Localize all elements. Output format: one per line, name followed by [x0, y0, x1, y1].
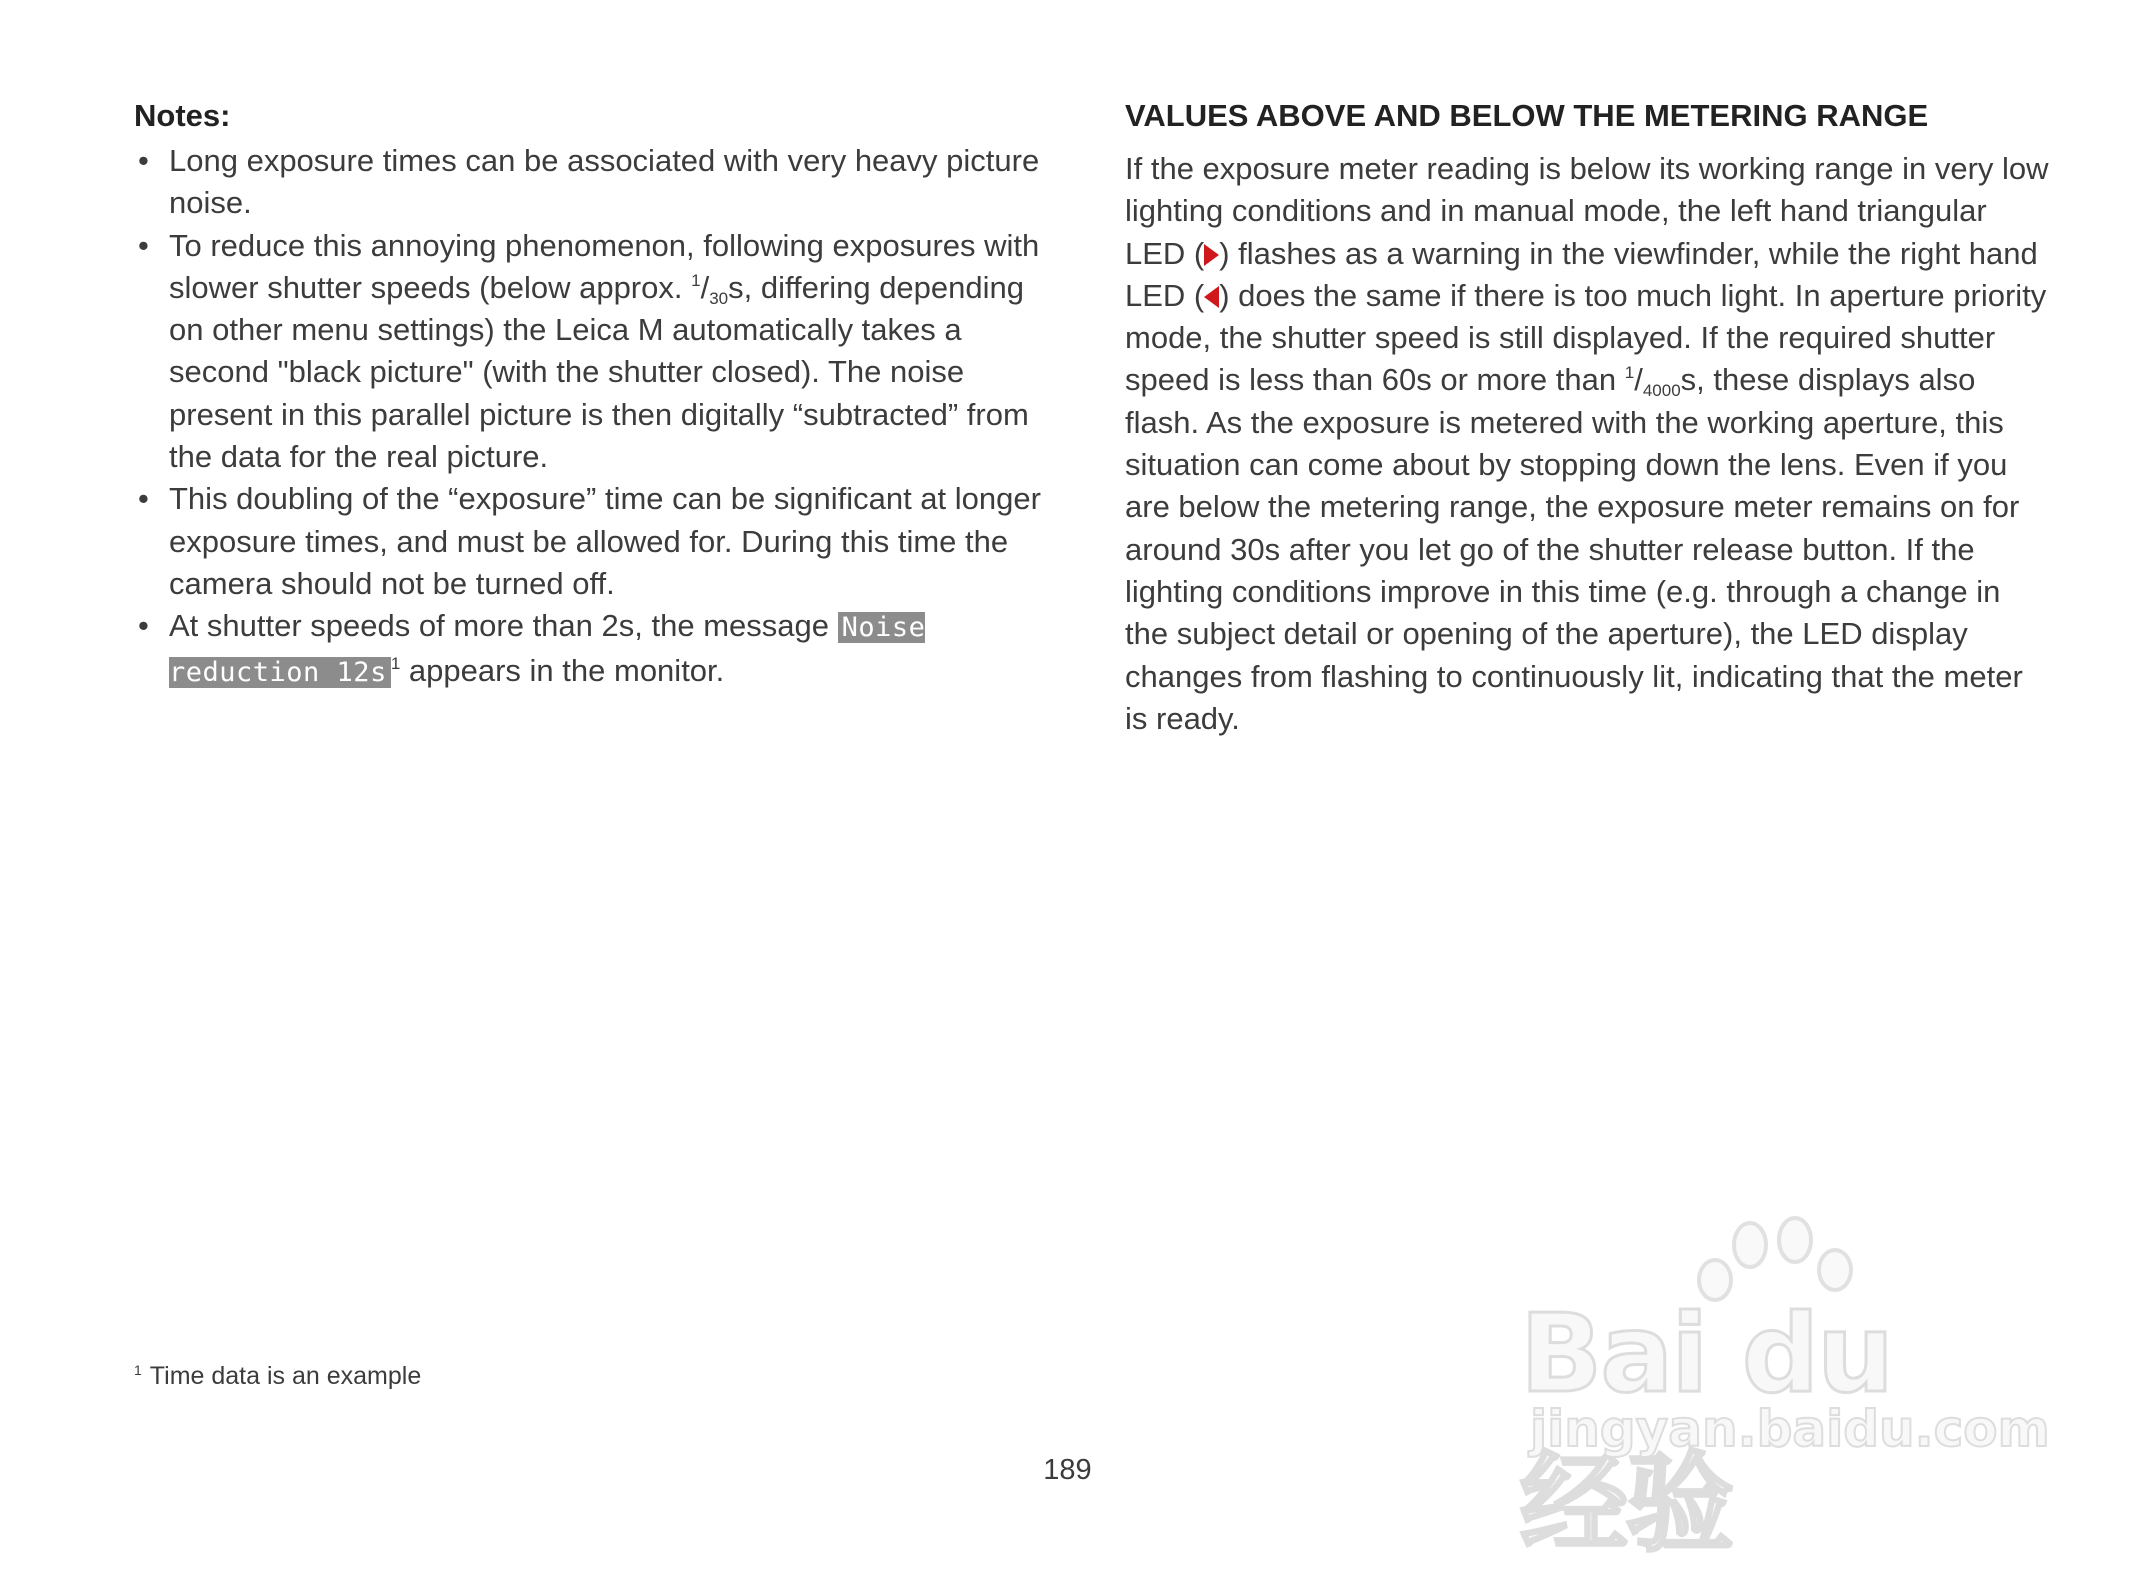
paragraph-text: ) flashes as a warning in the viewfinder, while the right hand LED ( — [1125, 235, 2038, 313]
bullet-text: To reduce this annoying phenomenon, following exposures with slower shutter speeds (below approx. — [169, 227, 1040, 305]
footnote-mark: 1 — [390, 653, 401, 673]
list-item — [134, 225, 1062, 479]
bullet-text: At shutter speeds of more than 2s, the message — [169, 608, 838, 644]
bullet-text: Long exposure times can be associated with very heavy picture noise. — [169, 143, 1040, 221]
fraction-slash: / — [1634, 362, 1643, 398]
list-item — [134, 478, 1062, 605]
list-item — [134, 605, 1062, 694]
paragraph-text: If the exposure meter reading is below its working range in very low lighting conditions and in manual mode, the left hand triangular LED ( — [1125, 151, 2049, 271]
list-item — [134, 140, 1062, 225]
left-column — [134, 96, 1062, 694]
fraction-numerator: 1 — [691, 270, 701, 290]
fraction-denominator: 30 — [709, 288, 729, 308]
footnote-text: Time data is an example — [149, 1362, 422, 1390]
paragraph-text: ) does the same if there is too much light. In aperture priority mode, the shutter speed is still displayed. If the required shutter speed is less than 60s or more than — [1125, 277, 2047, 398]
notes-heading: Notes: — [134, 98, 231, 133]
fraction-denominator: 4000 — [1642, 381, 1681, 401]
bullet-icon: • — [138, 608, 149, 644]
fraction-slash: / — [700, 269, 710, 305]
paragraph-text: s, these displays also flash. As the exposure is metered with the working aperture, this situation can come about by stopping down the lens. Even if you are below the metering range, the exposure meter remains on for around 30s after you let go of the shutter release button. If the lighting conditions improve in this time (e.g. through a change in the subject detail or opening of the aperture), the LED display changes from flashing to continuously lit, indicating that the meter is ready. — [1125, 362, 2023, 736]
bullet-text: This doubling of the “exposure” time can be significant at longer exposure times, and must be allowed for. During this time the camera should not be turned off. — [169, 481, 1041, 601]
bullet-icon: • — [138, 227, 149, 263]
right-column — [1125, 96, 2050, 740]
bullet-text: appears in the monitor. — [400, 652, 725, 688]
monitor-message-tag: Noise reduction 12s — [169, 612, 926, 688]
bullet-icon: • — [138, 143, 149, 178]
bullet-text: s, differing depending on other menu settings) the Leica M automatically takes a second "black picture" (with the shutter closed). The noise present in this parallel picture is then digitally “subtracted” from the data for the real picture. — [169, 269, 1029, 475]
fraction-numerator: 1 — [1624, 363, 1635, 383]
footnote — [134, 1362, 421, 1391]
page-number: 189 — [1043, 1454, 1092, 1486]
metering-paragraph — [1125, 148, 2050, 740]
notes-list — [134, 140, 1062, 694]
baidu-watermark — [1520, 1210, 2050, 1567]
watermark-url: jingyan.baidu.com — [1530, 1400, 2050, 1458]
bullet-icon: • — [138, 481, 149, 517]
led-left-triangle-icon — [1204, 286, 1219, 308]
led-right-triangle-icon — [1204, 244, 1219, 266]
watermark-logo-text: Bai du 经验 — [1520, 1292, 1893, 1567]
footnote-number: 1 — [134, 1362, 142, 1378]
section-title: VALUES ABOVE AND BELOW THE METERING RANGE — [1125, 98, 1929, 133]
